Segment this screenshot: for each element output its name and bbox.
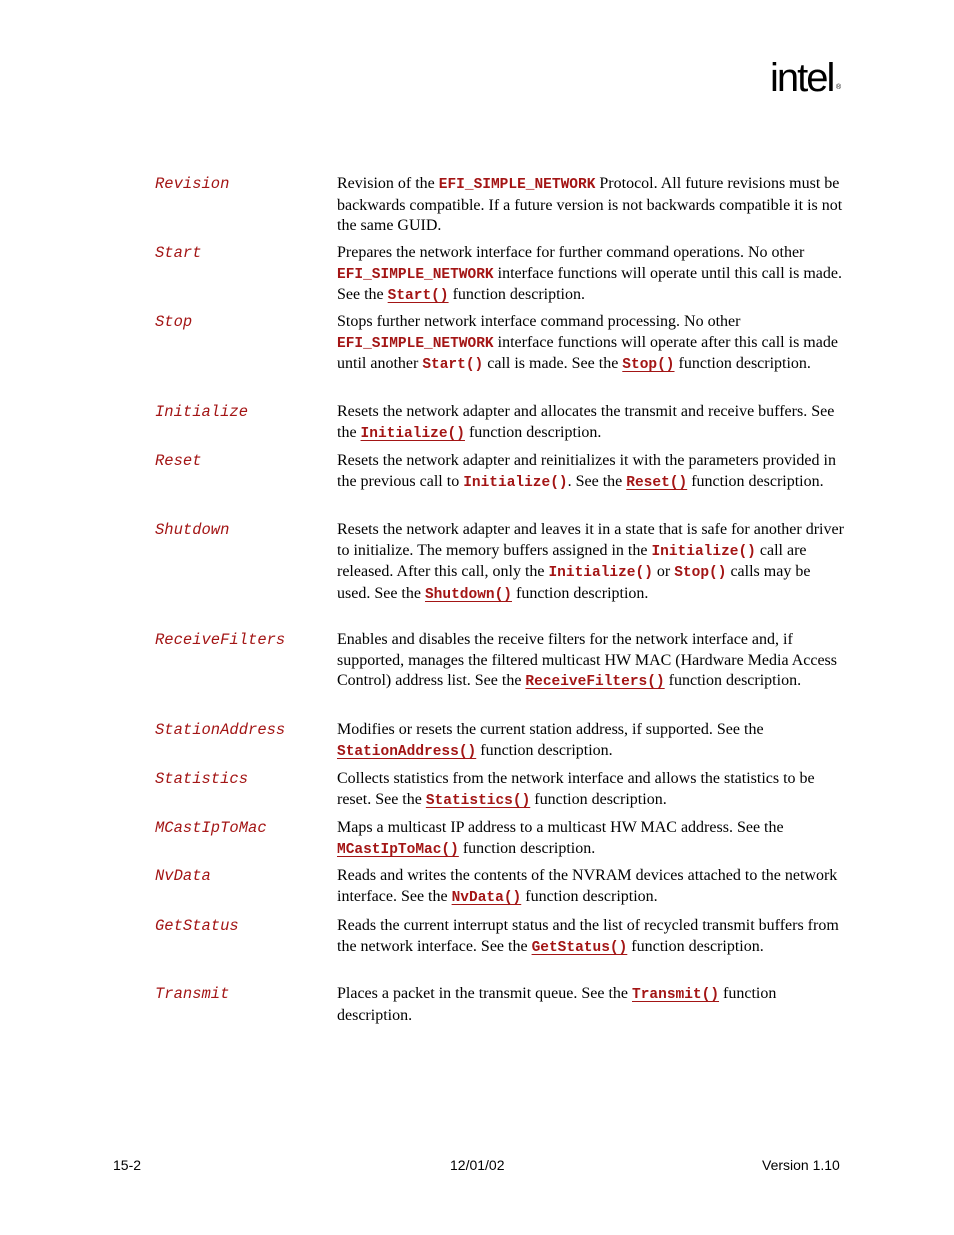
function-link[interactable]: Reset()	[626, 474, 688, 491]
description-text: . See the	[567, 472, 627, 490]
description-text: function description.	[521, 887, 658, 905]
description-text: Collects statistics from the network interface and allows the statistics to be reset. See the	[337, 770, 815, 808]
description-text: interface functions will operate until this call is made. See the	[337, 264, 842, 304]
function-link[interactable]: Initialize()	[360, 425, 465, 442]
description-text: function description.	[687, 472, 824, 490]
member-description	[337, 520, 847, 606]
description-text: or	[652, 563, 675, 581]
description-text: calls may be used. See the	[337, 563, 811, 603]
function-link[interactable]: Transmit()	[632, 987, 720, 1003]
function-link[interactable]: NvData()	[451, 889, 522, 906]
description-text: function description.	[464, 423, 602, 441]
member-term: Transmit	[155, 985, 230, 1003]
description-text: function description.	[512, 585, 649, 603]
function-link[interactable]: StationAddress()	[337, 743, 477, 760]
function-link[interactable]: GetStatus()	[531, 939, 628, 956]
logo-wordmark: intel	[770, 56, 834, 100]
member-description	[337, 312, 847, 376]
function-link[interactable]: MCastIpToMac()	[337, 841, 459, 858]
member-term: MCastIpToMac	[155, 819, 267, 837]
member-description	[337, 866, 847, 908]
member-term: StationAddress	[155, 721, 286, 739]
member-description	[337, 451, 847, 493]
description-text: Maps a multicast IP address to a multicast HW MAC address. See the	[337, 819, 784, 836]
description-text: Resets the network adapter and reinitializes it with the parameters provided in the previous call to	[337, 452, 836, 490]
intel-logo	[770, 56, 850, 106]
member-term: Shutdown	[155, 521, 230, 539]
member-term: ReceiveFilters	[155, 631, 286, 649]
function-link[interactable]: ReceiveFilters()	[525, 674, 665, 691]
description-text: function description.	[674, 355, 811, 373]
description-text: Reads and writes the contents of the NVRAM devices attached to the network interface. See the	[337, 867, 838, 905]
description-text: call are released. After this call, only the	[337, 541, 807, 581]
inline-code: EFI_SIMPLE_NETWORK	[337, 266, 494, 283]
member-term: Statistics	[155, 770, 249, 788]
description-text: Modifies or resets the current station address, if supported. See the	[337, 721, 764, 738]
footer-version: Version 1.10	[762, 1157, 840, 1173]
function-link[interactable]: Statistics()	[425, 792, 531, 809]
description-text: Protocol. All future revisions must be backwards compatible. If a future version is not backwards compatible it is not the same GUID.	[337, 175, 843, 235]
inline-code: EFI_SIMPLE_NETWORK	[337, 335, 494, 352]
member-term: Initialize	[155, 403, 249, 421]
member-term: Revision	[155, 175, 230, 193]
inline-code: EFI_SIMPLE_NETWORK	[438, 177, 596, 193]
footer-date: 12/01/02	[450, 1157, 505, 1173]
description-text: Stops further network interface command processing. No other	[337, 313, 741, 330]
member-description	[337, 243, 847, 307]
registered-mark: ®	[836, 84, 842, 91]
description-text: call is made. See the	[483, 355, 623, 373]
member-description	[337, 818, 847, 860]
description-text: interface functions will operate after this call is made until another	[337, 333, 838, 373]
inline-code: Initialize()	[548, 565, 653, 582]
description-text: Resets the network adapter and leaves it in a state that is safe for another driver to initialize. The memory buffers assigned in the	[337, 521, 844, 559]
member-term: NvData	[155, 867, 211, 885]
member-description	[337, 769, 847, 811]
description-text: Revision of the	[337, 175, 439, 192]
description-text: function description.	[458, 839, 596, 857]
description-text: Places a packet in the transmit queue. See the	[337, 985, 633, 1002]
description-text: function description.	[664, 672, 802, 690]
description-text: function description.	[337, 985, 777, 1024]
member-term: Stop	[155, 313, 193, 331]
description-text: Enables and disables the receive filters for the network interface and, if supported, manages the filtered multicast HW MAC (Hardware Media Access Control) address list. See the	[337, 631, 837, 690]
description-text: function description.	[530, 790, 667, 808]
member-term: GetStatus	[155, 917, 239, 935]
member-description	[337, 720, 847, 762]
function-link[interactable]: Shutdown()	[424, 587, 512, 604]
member-description	[337, 630, 847, 693]
function-link[interactable]: Start()	[387, 288, 449, 305]
description-text: function description.	[448, 286, 585, 304]
description-text: function description.	[627, 937, 764, 955]
description-text: Reads the current interrupt status and the list of recycled transmit buffers from the network interface. See the	[337, 917, 839, 955]
member-description	[337, 402, 847, 444]
member-term: Start	[155, 244, 202, 262]
member-description	[337, 174, 847, 237]
page-number: 15-2	[113, 1157, 142, 1173]
description-text: Resets the network adapter and allocates the transmit and receive buffers. See the	[337, 403, 835, 441]
description-text: function description.	[476, 741, 613, 759]
member-description	[337, 916, 847, 958]
member-description	[337, 984, 847, 1026]
inline-code: Stop()	[674, 565, 727, 582]
member-term: Reset	[155, 452, 202, 470]
function-link[interactable]: Stop()	[622, 357, 675, 374]
description-text: Prepares the network interface for further command operations. No other	[337, 244, 805, 261]
inline-code: Start()	[422, 357, 484, 374]
inline-code: Initialize()	[651, 543, 756, 560]
inline-code: Initialize()	[463, 474, 568, 491]
